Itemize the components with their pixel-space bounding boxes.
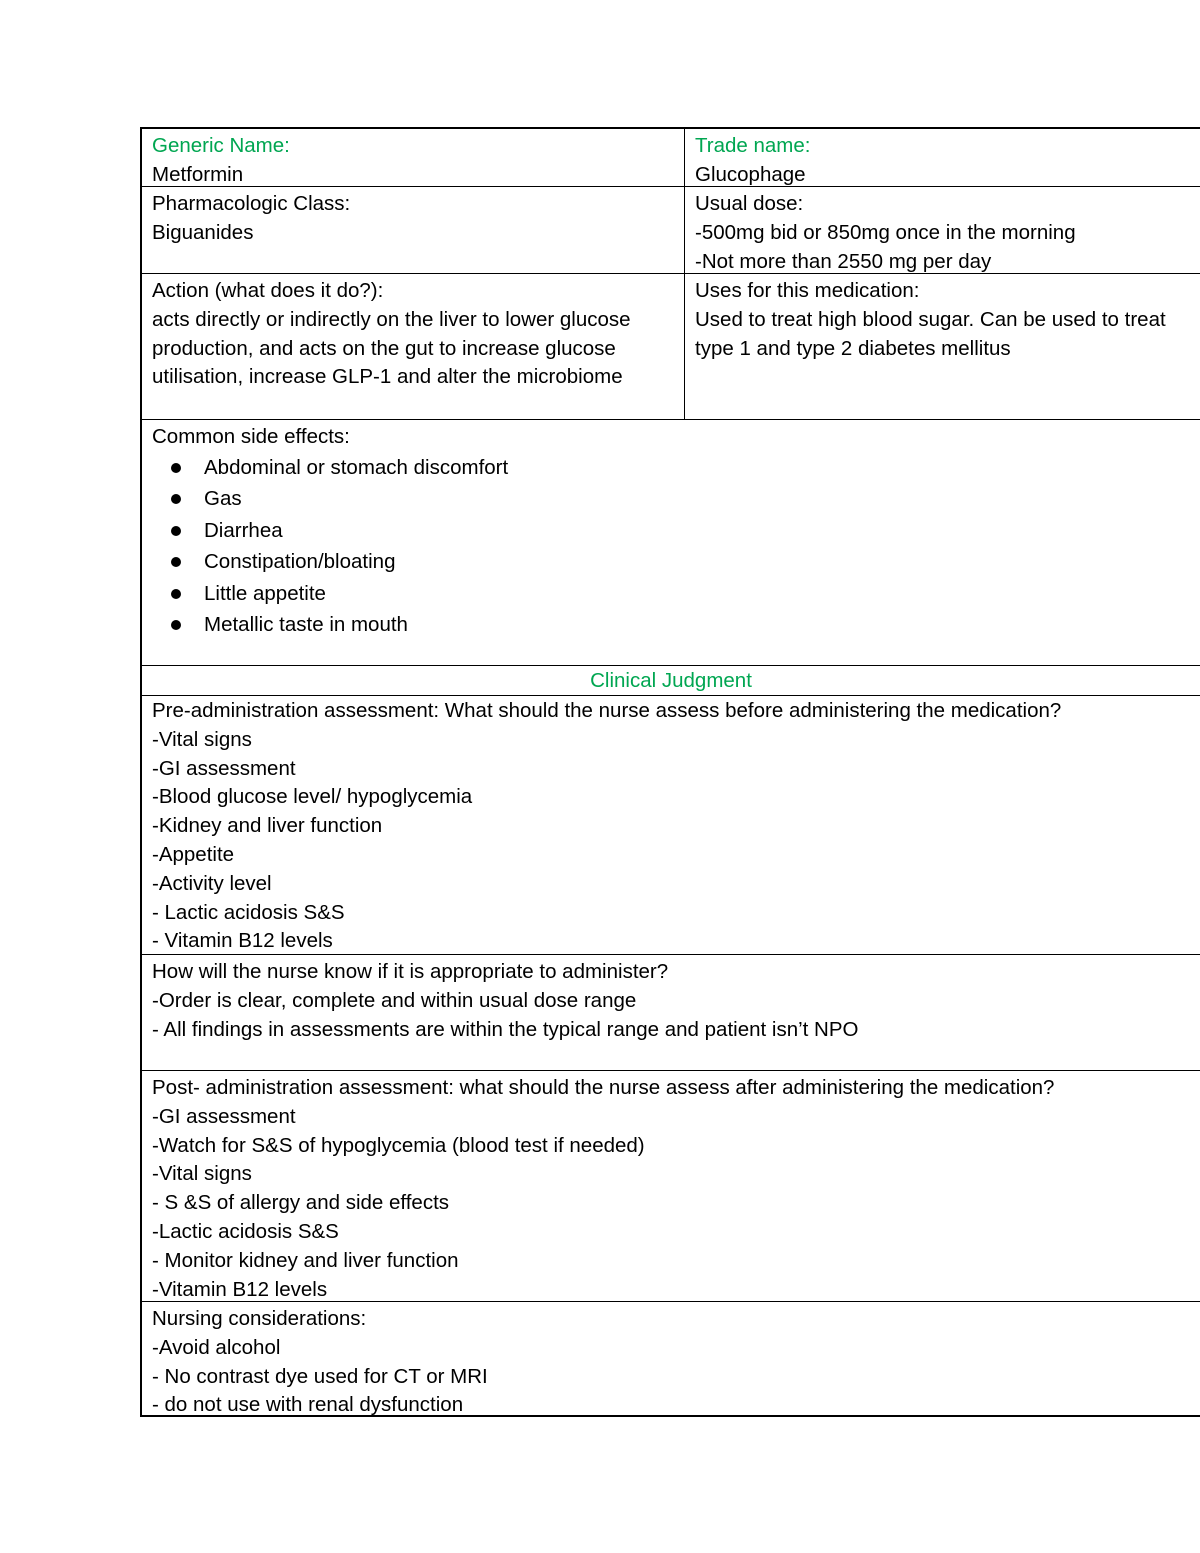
pharm-class-label: Pharmacologic Class:: [152, 192, 351, 215]
trade-name-label: Trade name:: [695, 134, 811, 157]
pre-admin-item: -Appetite: [152, 842, 235, 866]
appropriate-label: How will the nurse know if it is appropriate to administer?: [152, 960, 669, 983]
uses-line: Used to treat high blood sugar. Can be used to treat: [695, 307, 1166, 331]
side-effect-item: [152, 578, 1190, 610]
pre-admin-label: Pre-administration assessment: What should the nurse assess before administering the medication?: [152, 699, 1062, 722]
action-line: utilisation, increase GLP-1 and alter the microbiome: [152, 365, 623, 389]
pre-admin-item: -Activity level: [152, 871, 272, 895]
generic-name-value: Metformin: [152, 162, 244, 186]
class-dose-row: [142, 187, 1200, 274]
clinical-judgment-row: [142, 666, 1200, 696]
appropriate-cell: [142, 955, 1200, 1070]
bullet-icon: [171, 589, 181, 599]
pre-admin-item: -GI assessment: [152, 756, 296, 780]
pharm-class-cell: [142, 187, 685, 273]
names-row: [142, 129, 1200, 187]
post-admin-item: - Monitor kidney and liver function: [152, 1248, 459, 1272]
pre-admin-cell: [142, 696, 1200, 954]
post-admin-item: - S &S of allergy and side effects: [152, 1191, 450, 1215]
pre-admin-item: - Vitamin B12 levels: [152, 929, 333, 953]
side-effect-item: [152, 515, 1190, 547]
side-effect-item: [152, 546, 1190, 578]
post-admin-label: Post- administration assessment: what should the nurse assess after administering the medication?: [152, 1076, 1055, 1099]
action-cell: [142, 274, 685, 419]
pre-admin-item: -Blood glucose level/ hypoglycemia: [152, 785, 473, 809]
side-effect-item: [152, 452, 1190, 484]
nursing-item: - do not use with renal dysfunction: [152, 1393, 464, 1415]
side-effect-text: Abdominal or stomach discomfort: [204, 455, 509, 479]
pre-admin-item: -Kidney and liver function: [152, 814, 383, 838]
usual-dose-label: Usual dose:: [695, 192, 804, 215]
pre-admin-item: -Vital signs: [152, 727, 252, 751]
post-admin-row: [142, 1071, 1200, 1302]
uses-cell: [685, 274, 1200, 419]
trade-name-cell: [685, 129, 1200, 186]
side-effect-item: [152, 609, 1190, 641]
pharm-class-value: Biguanides: [152, 220, 254, 244]
side-effects-label: Common side effects:: [152, 425, 350, 448]
uses-line: type 1 and type 2 diabetes mellitus: [695, 336, 1011, 360]
bullet-icon: [171, 494, 181, 504]
nursing-item: -Avoid alcohol: [152, 1335, 281, 1359]
trade-name-value: Glucophage: [695, 162, 806, 186]
appropriate-item: -Order is clear, complete and within usual dose range: [152, 988, 637, 1012]
side-effect-item: [152, 483, 1190, 515]
drug-card-table: [140, 127, 1200, 1417]
nursing-cell: [142, 1302, 1200, 1415]
bullet-icon: [171, 463, 181, 473]
side-effect-text: Constipation/bloating: [204, 550, 396, 574]
post-admin-item: -GI assessment: [152, 1104, 296, 1128]
generic-name-cell: [142, 129, 685, 186]
post-admin-item: -Lactic acidosis S&S: [152, 1219, 339, 1243]
bullet-icon: [171, 557, 181, 567]
side-effects-row: [142, 420, 1200, 666]
usual-dose-line: -500mg bid or 850mg once in the morning: [695, 220, 1076, 244]
side-effect-text: Diarrhea: [204, 518, 283, 542]
action-label: Action (what does it do?):: [152, 279, 384, 302]
nursing-item: - No contrast dye used for CT or MRI: [152, 1364, 488, 1388]
bullet-icon: [171, 620, 181, 630]
post-admin-item: -Vitamin B12 levels: [152, 1277, 328, 1301]
pre-admin-row: [142, 696, 1200, 955]
side-effect-text: Metallic taste in mouth: [204, 613, 408, 637]
appropriate-row: [142, 955, 1200, 1071]
clinical-judgment-heading: Clinical Judgment: [590, 669, 752, 692]
generic-name-label: Generic Name:: [152, 134, 290, 157]
side-effect-text: Gas: [204, 487, 242, 511]
pre-admin-item: - Lactic acidosis S&S: [152, 900, 345, 924]
side-effects-cell: [142, 420, 1200, 665]
side-effect-text: Little appetite: [204, 581, 326, 605]
usual-dose-line: -Not more than 2550 mg per day: [695, 249, 992, 273]
action-line: production, and acts on the gut to increase glucose: [152, 336, 616, 360]
action-uses-row: [142, 274, 1200, 420]
post-admin-item: -Vital signs: [152, 1162, 252, 1186]
post-admin-item: -Watch for S&S of hypoglycemia (blood test if needed): [152, 1133, 645, 1157]
clinical-judgment-cell: [142, 666, 1200, 695]
side-effects-list: [152, 452, 1190, 641]
bullet-icon: [171, 526, 181, 536]
usual-dose-cell: [685, 187, 1200, 273]
post-admin-cell: [142, 1071, 1200, 1301]
action-line: acts directly or indirectly on the liver to lower glucose: [152, 307, 631, 331]
appropriate-item: - All findings in assessments are within the typical range and patient isn’t NPO: [152, 1017, 859, 1041]
nursing-row: [142, 1302, 1200, 1415]
nursing-label: Nursing considerations:: [152, 1307, 367, 1330]
uses-label: Uses for this medication:: [695, 279, 920, 302]
